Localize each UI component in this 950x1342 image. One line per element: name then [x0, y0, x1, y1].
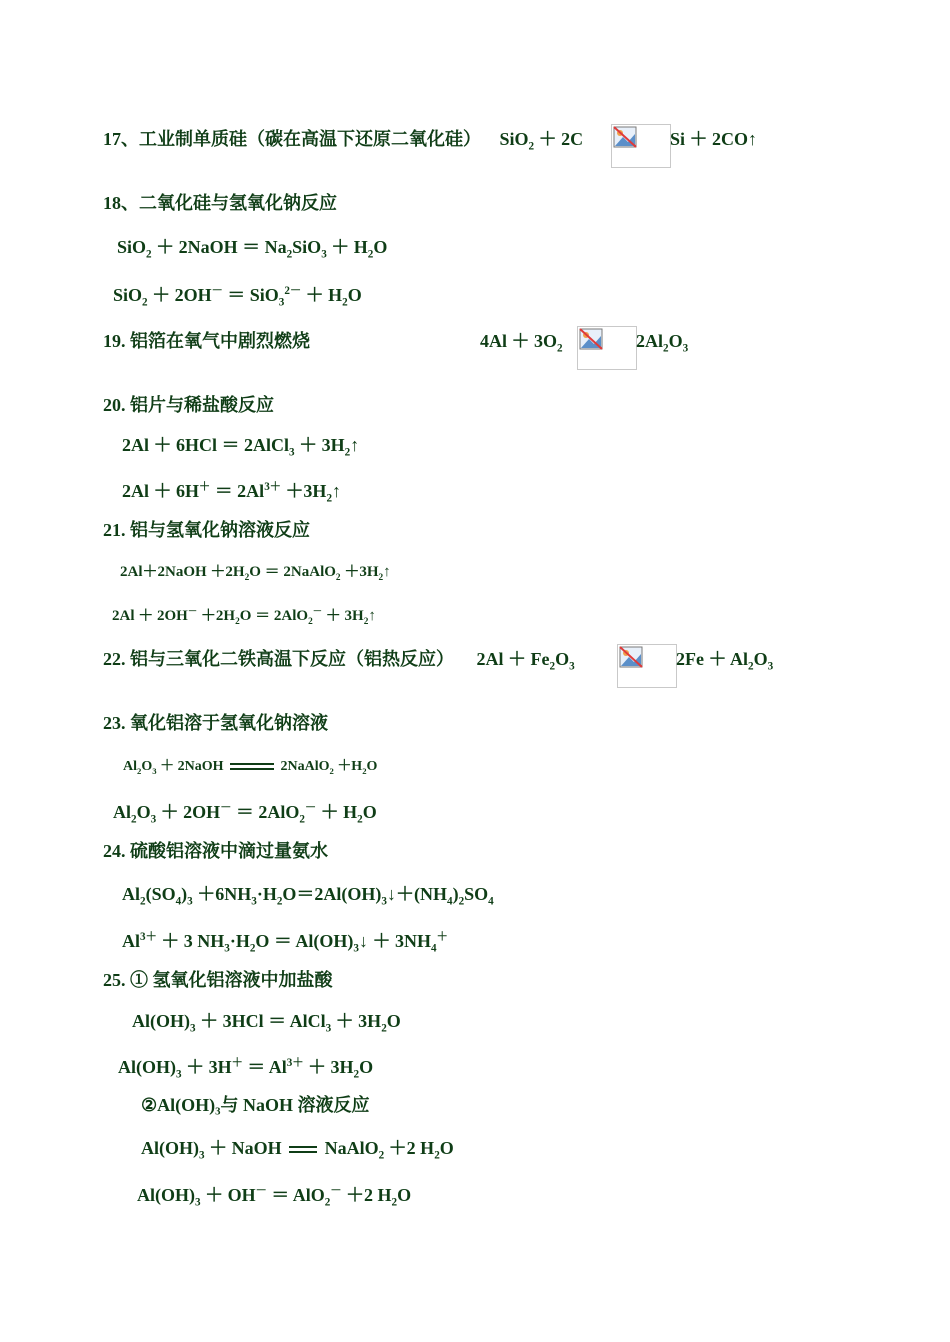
heading-21: 21. 铝与氢氧化钠溶液反应	[103, 520, 310, 540]
equation-24-ionic: $Al^{3+} + 3$ $NH_3\cdot H_2O$ ＝ $Al(OH)_3↓ + 3NH_4^+$	[122, 931, 448, 955]
heading-24: 24. 硫酸铝溶液中滴过量氨水	[103, 841, 328, 861]
equation-25-1-ionic: $Al(OH)_3 + 3H^+ = Al^{3+} + 3H_2O$	[118, 1057, 374, 1081]
heading-22	[103, 648, 575, 678]
heading-17	[103, 128, 583, 158]
broken-image-icon	[577, 326, 637, 370]
heading-18: 18、二氧化硅与氢氧化钠反应	[103, 193, 337, 213]
heading-25-2: ②Al(OH)₃与 NaOH 溶液反应	[141, 1095, 370, 1115]
heading-22-text: 22. 铝与三氧化二铁高温下反应（铝热反应）	[103, 649, 454, 669]
equation-21-ionic: $2Al + 2OH^- +2H_2O = 2AlO_2^-$ ＋ $3H_2↑$	[112, 607, 376, 627]
equation-21-molecular: 2Al＋2NaOH $+2H_2O$ ＝ 2NaAlO$_2$ $+3H_2↑$	[120, 564, 391, 583]
equation-23-molecular: $Al_2O_3$ ＋ 2NaOH 2NaAlO$_2$ $+H_2O$	[123, 759, 378, 776]
equation-19: $4Al + 3O_2$	[480, 331, 563, 355]
equation-19-products: $2Al_2O_3$	[636, 331, 689, 355]
equation-23-ionic: $Al_2O_3 + 2OH^- = 2AlO_2^- + H_2O$	[113, 802, 377, 826]
equation-25-2-ionic: $Al(OH)_3 + OH^- = AlO_2^- +2$ $H_2O$	[137, 1185, 412, 1209]
heading-23: 23. 氧化铝溶于氢氧化钠溶液	[103, 713, 328, 733]
equation-17-products: Si ＋ 2CO↑	[670, 129, 758, 149]
double-line-icon	[289, 1146, 317, 1153]
equation-17: SiO$_2$ ＋ 2C	[499, 129, 584, 153]
equation-24-molecular: $Al_2(SO_4)_3$ $+6NH_3\cdot H_2O=2Al(OH)_3↓+(NH_4)_2SO_4$	[122, 884, 494, 908]
double-line-icon	[230, 763, 274, 770]
heading-25: 25. ① 氢氧化铝溶液中加盐酸	[103, 970, 333, 990]
broken-image-icon	[611, 124, 671, 168]
equation-18-ionic: $SiO_2 + 2OH^- = SiO_3^{2-} + H_2O$	[113, 285, 362, 309]
heading-20: 20. 铝片与稀盐酸反应	[103, 395, 274, 415]
equation-20-molecular: 2Al ＋ 6HCl ＝ 2AlCl$_3$ ＋ $3H_2↑$	[122, 435, 360, 459]
equation-22: $2Al + Fe_2O_3$	[476, 649, 575, 673]
broken-image-icon	[617, 644, 677, 688]
equation-20-ionic: $2Al + 6H^+ = 2Al^{3+}$ $+3H_2↑$	[122, 481, 342, 505]
equation-25-1-molecular: $Al(OH)_3 + 3HCl$ ＝ AlCl$_3$ ＋ $3H_2O$	[132, 1011, 401, 1035]
heading-17-text: 17、工业制单质硅（碳在高温下还原二氧化硅）	[103, 129, 481, 149]
heading-19: 19. 铝箔在氧气中剧烈燃烧	[103, 331, 310, 351]
equation-25-2-molecular: $Al(OH)_3$ ＋ NaOH NaAlO$_2$ ＋2 $H_2O$	[141, 1138, 454, 1162]
equation-18-molecular: SiO$_2$ ＋ 2NaOH ＝ $Na_2SiO_3 + H_2O$	[117, 237, 388, 261]
equation-22-products: $2Fe + Al_2O_3$	[676, 649, 774, 673]
